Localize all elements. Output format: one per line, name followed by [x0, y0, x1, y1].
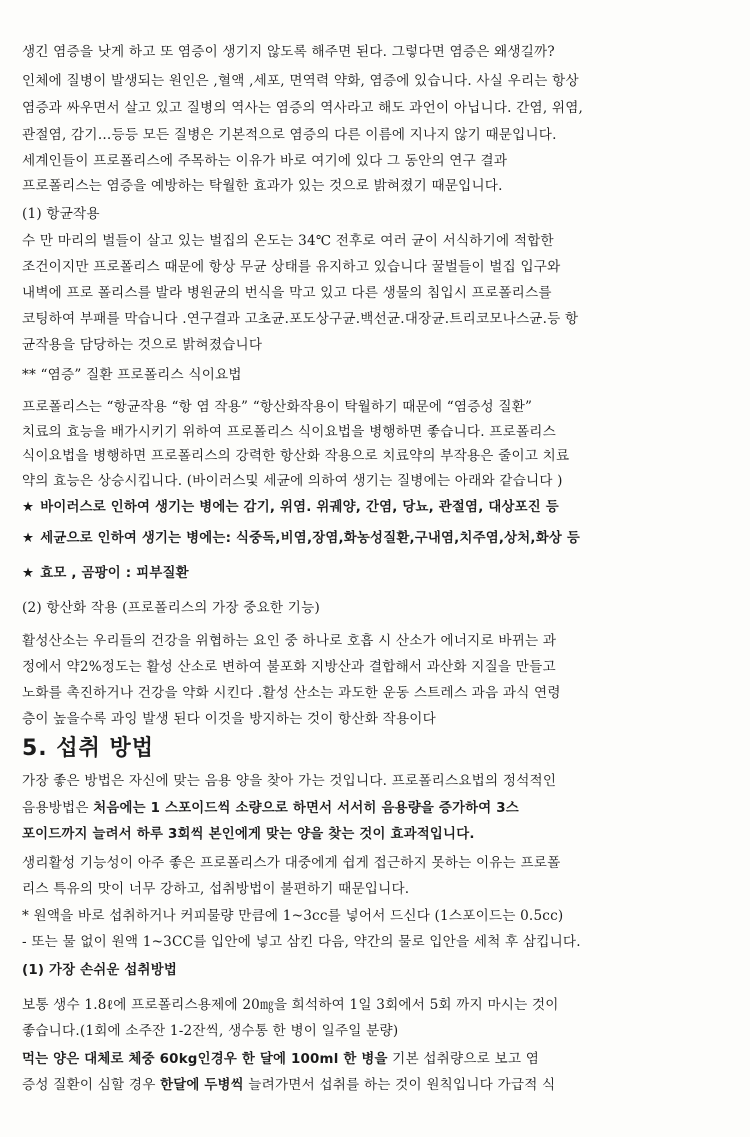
intro-line: 프로폴리스는 염증을 예방하는 탁월한 효과가 있는 것으로 밝혀졌기 때문입니다.: [22, 178, 503, 194]
intro-line: 염증과 싸우면서 살고 있고 질병의 역사는 염증의 역사라고 해도 과언이 아닙니다. 간염, 위염,: [22, 100, 584, 116]
plain-text: 기본 섭취량으로 보고 염: [387, 1051, 540, 1067]
section-heading-easy: (1) 가장 손쉬운 섭취방법: [22, 963, 177, 978]
paragraph-line: [22, 1076, 734, 1095]
emphasis-text: 한달에 두병씩: [160, 1078, 244, 1093]
plain-text: 늘려가면서 섭취를 하는 것이 원칙입니다 가급적 식: [243, 1077, 556, 1093]
paragraph-line: 수 만 마리의 벌들이 살고 있는 벌집의 온도는 34℃ 전후로 여러 균이 서식하기에 적합한: [22, 233, 554, 249]
intro-line: 관절염, 감기…등등 모든 질병은 기본적으로 염증의 다른 이름에 지나지 않기 때문입니다.: [22, 127, 557, 143]
star-icon: ★: [22, 500, 35, 515]
paragraph-line: 프로폴리스는 “항균작용 “항 염 작용” “항산화작용이 탁월하기 때문에 “염증성 질환”: [22, 399, 533, 415]
paragraph-line: 약의 효능은 상승시킵니다. (바이러스및 세균에 의하여 생기는 질병에는 아래와 같습니다 ): [22, 473, 563, 489]
paragraph-line: 정에서 약2%정도는 활성 산소로 변하여 불포화 지방산과 결합해서 과산화 지질을 만들고: [22, 659, 556, 675]
emphasis-text: 처음에는 1 스포이드씩 소량으로 하면서 서서히 음용량을 증가하여 3스: [93, 801, 519, 816]
paragraph-line: 코팅하여 부패를 막습니다 .연구결과 고초균.포도상구균.백선균.대장균.트리코모나스균.등 항: [22, 311, 579, 327]
intro-line: 세계인들이 프로폴리스에 주목하는 이유가 바로 여기에 있다 그 동안의 연구 결과: [22, 153, 508, 169]
section-heading-antibacterial: (1) 항균작용: [22, 206, 100, 222]
paragraph-line: [22, 1050, 734, 1069]
paragraph-line: 내벽에 프로 폴리스를 발라 병원균의 번식을 막고 있고 다른 생물의 침입시 프로폴리스를: [22, 285, 552, 301]
note-line: - 또는 물 없이 원액 1~3CC를 입안에 넣고 삼킨 다음, 약간의 물로 입안을 세척 후 삼킵니다.: [22, 934, 581, 950]
paragraph-line: 조건이지만 프로폴리스 때문에 항상 무균 상태를 유지하고 있습니다 꿀벌들이 벌집 입구와: [22, 259, 561, 275]
bullet-virus: [22, 499, 734, 517]
plain-text: 증성 질환이 심할 경우: [22, 1077, 161, 1093]
paragraph-line: 층이 높을수록 과잉 발생 된다 이것을 방지하는 것이 항산화 작용이다: [22, 711, 436, 727]
section-title-intake: 5. 섭취 방법: [22, 736, 154, 761]
bullet-text: 바이러스로 인하여 생기는 병에는 감기, 위염. 위궤양, 간염, 당뇨, 관절염, 대상포진 등: [40, 500, 559, 515]
paragraph-line: 생리활성 기능성이 아주 좋은 프로폴리스가 대중에게 쉽게 접근하지 못하는 이유는 프로폴: [22, 855, 561, 871]
intro-line: 인체에 질병이 발생되는 원인은 ,혈액 ,세포, 면역력 약화, 염증에 있습니다. 사실 우리는 항상: [22, 73, 579, 89]
plain-text: 음용방법은: [22, 800, 94, 816]
paragraph-line: 치료의 효능을 배가시키기 위하여 프로폴리스 식이요법을 병행하면 좋습니다. 프로폴리스: [22, 424, 556, 440]
bullet-text: 효모 , 곰팡이 : 피부질환: [40, 566, 189, 581]
paragraph-line: 리스 특유의 맛이 너무 강하고, 섭취방법이 불편하기 때문입니다.: [22, 881, 410, 897]
paragraph-line: [22, 799, 734, 818]
bullet-fungus: [22, 565, 734, 583]
intro-line: 생긴 염증을 낫게 하고 또 염증이 생기지 않도록 해주면 된다. 그렇다면 염증은 왜생길까?: [22, 44, 555, 60]
note-line: * 원액을 바로 섭취하거나 커피물량 만큼에 1~3cc를 넣어서 드신다 (1스포이드는 0.5cc): [22, 908, 564, 924]
paragraph-line: 좋습니다.(1회에 소주잔 1-2잔씩, 생수통 한 병이 일주일 분량): [22, 1023, 399, 1039]
paragraph-line: 활성산소는 우리들의 건강을 위협하는 요인 중 하나로 호흡 시 산소가 에너지로 바뀌는 과: [22, 633, 557, 649]
paragraph-line: 균작용을 담당하는 것으로 밝혀졌습니다: [22, 337, 263, 353]
paragraph-line: 보통 생수 1.8ℓ에 프로폴리스용제에 20㎎을 희석하여 1일 3회에서 5회 까지 마시는 것이: [22, 997, 559, 1013]
emphasis-line: 포이드까지 늘려서 하루 3회씩 본인에게 맞는 양을 찾는 것이 효과적입니다.: [22, 827, 475, 842]
star-icon: ★: [22, 566, 35, 581]
emphasis-text: 먹는 양은 대체로 체중 60kg인경우 한 달에 100ml 한 병을: [22, 1052, 388, 1067]
star-icon: ★: [22, 531, 35, 546]
section-heading-antioxidant: (2) 항산화 작용 (프로폴리스의 가장 중요한 기능): [22, 600, 320, 616]
paragraph-line: 가장 좋은 방법은 자신에 맞는 음용 양을 찾아 가는 것입니다. 프로폴리스요법의 정석적인: [22, 773, 557, 789]
paragraph-line: 식이요법을 병행하면 프로폴리스의 강력한 항산화 작용으로 치료약의 부작용은 줄이고 치료: [22, 448, 570, 464]
bullet-bacteria: [22, 530, 734, 548]
paragraph-line: 노화를 촉진하거나 건강을 약화 시킨다 .활성 산소는 과도한 운동 스트레스 과음 과식 연령: [22, 685, 561, 701]
bullet-text: 세균으로 인하여 생기는 병에는: 식중독,비염,장염,화농성질환,구내염,치주염,상처,화상 등: [40, 531, 580, 546]
section-heading-diet: ** “염증” 질환 프로폴리스 식이요법: [22, 367, 242, 383]
